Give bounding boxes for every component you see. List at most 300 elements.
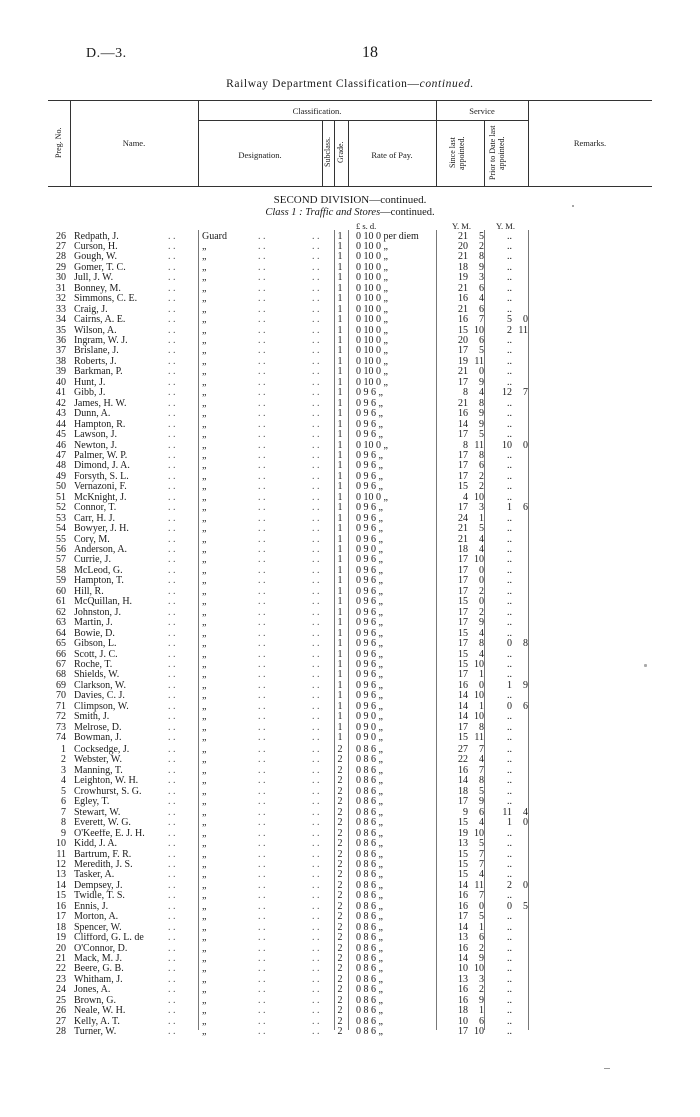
row-prior-years: .. bbox=[507, 230, 512, 242]
row-number: 47 bbox=[56, 449, 66, 461]
document-reference: D.—3. bbox=[86, 46, 127, 61]
table-row bbox=[0, 850, 700, 861]
row-grade: 1 bbox=[337, 272, 343, 284]
row-rate-of-pay: 0 9 6 „ bbox=[356, 658, 383, 670]
row-since-years: 17 bbox=[458, 564, 468, 576]
row-prior-years: .. bbox=[507, 533, 512, 545]
table-row bbox=[0, 818, 700, 829]
row-since-years: 15 bbox=[458, 648, 468, 660]
row-number: 37 bbox=[56, 345, 66, 357]
row-prior-years: .. bbox=[507, 1015, 512, 1027]
leader-dots: . . bbox=[258, 838, 266, 850]
leader-dots: . . bbox=[312, 439, 320, 451]
row-name: Spencer, W. bbox=[74, 922, 122, 933]
leader-dots: . . bbox=[312, 911, 320, 923]
leader-dots: . . bbox=[258, 785, 266, 797]
row-since-years: 18 bbox=[458, 785, 468, 797]
leader-dots: . . bbox=[168, 554, 176, 566]
row-number: 9 bbox=[61, 827, 66, 839]
leader-dots: . . bbox=[258, 272, 266, 284]
row-prior-years: 0 bbox=[507, 638, 512, 650]
row-rate-of-pay: 0 9 6 „ bbox=[356, 397, 383, 409]
row-since-months: 5 bbox=[479, 838, 484, 850]
row-designation: „ bbox=[202, 679, 207, 691]
row-prior-months: 4 bbox=[523, 806, 528, 818]
row-name: Hill, R. bbox=[74, 586, 104, 597]
leader-dots: . . bbox=[168, 754, 176, 766]
leader-dots: . . bbox=[312, 303, 320, 315]
row-prior-years: .. bbox=[507, 345, 512, 357]
leader-dots: . . bbox=[312, 627, 320, 639]
leader-dots: . . bbox=[258, 848, 266, 860]
leader-dots: . . bbox=[168, 973, 176, 985]
leader-dots: . . bbox=[312, 240, 320, 252]
row-name: Gibb, J. bbox=[74, 388, 106, 399]
row-number: 30 bbox=[56, 272, 66, 284]
leader-dots: . . bbox=[258, 1005, 266, 1017]
row-designation: „ bbox=[202, 564, 207, 576]
row-since-months: 6 bbox=[479, 335, 484, 346]
row-since-years: 17 bbox=[458, 470, 468, 482]
class-prefix: Class 1 : bbox=[265, 207, 303, 218]
row-prior-years: .. bbox=[507, 366, 512, 378]
table-row bbox=[0, 263, 700, 274]
leader-dots: . . bbox=[258, 932, 266, 944]
table-row bbox=[0, 420, 700, 431]
row-number: 57 bbox=[56, 554, 66, 566]
leader-dots: . . bbox=[312, 648, 320, 660]
row-prior-months: 0 bbox=[523, 439, 528, 451]
row-name: Newton, J. bbox=[74, 440, 118, 451]
leader-dots: . . bbox=[258, 921, 266, 933]
division-title: SECOND DIVISION—continued. bbox=[273, 194, 427, 206]
row-name: Barkman, P. bbox=[74, 367, 123, 378]
table-row bbox=[0, 535, 700, 546]
row-since-months: 11 bbox=[474, 355, 484, 367]
row-name: Carr, H. J. bbox=[74, 513, 115, 524]
row-designation: „ bbox=[202, 585, 207, 597]
row-rate-of-pay: 0 9 6 „ bbox=[356, 564, 383, 576]
row-grade: 2 bbox=[337, 817, 343, 829]
row-designation: „ bbox=[202, 775, 207, 787]
leader-dots: . . bbox=[168, 721, 176, 733]
leader-dots: . . bbox=[258, 449, 266, 461]
row-grade: 2 bbox=[337, 879, 343, 891]
leader-dots: . . bbox=[312, 638, 320, 650]
row-since-months: 2 bbox=[479, 481, 484, 493]
leader-dots: . . bbox=[258, 345, 266, 357]
row-designation: „ bbox=[202, 606, 207, 618]
leader-dots: . . bbox=[168, 921, 176, 933]
row-since-months: 8 bbox=[479, 397, 484, 409]
leader-dots: . . bbox=[258, 460, 266, 472]
leader-dots: . . bbox=[168, 397, 176, 409]
row-designation: „ bbox=[202, 817, 207, 829]
row-since-years: 15 bbox=[458, 596, 468, 608]
row-grade: 1 bbox=[337, 700, 343, 712]
row-prior-years: .. bbox=[507, 554, 512, 566]
table-row bbox=[0, 555, 700, 566]
leader-dots: . . bbox=[312, 261, 320, 273]
row-number: 27 bbox=[56, 240, 66, 252]
table-row bbox=[0, 545, 700, 556]
row-designation: „ bbox=[202, 732, 207, 744]
table-row bbox=[0, 839, 700, 850]
row-prior-years: .. bbox=[507, 617, 512, 629]
row-designation: „ bbox=[202, 575, 207, 587]
row-prior-years: .. bbox=[507, 523, 512, 535]
row-prior-months: 0 bbox=[523, 817, 528, 829]
row-grade: 1 bbox=[337, 638, 343, 650]
leader-dots: . . bbox=[312, 512, 320, 524]
row-designation: „ bbox=[202, 251, 207, 263]
row-prior-years: 2 bbox=[507, 879, 512, 891]
row-name: Kelly, A. T. bbox=[74, 1016, 120, 1027]
row-name: Clifford, G. L. de bbox=[74, 933, 144, 944]
leader-dots: . . bbox=[168, 408, 176, 420]
row-grade: 2 bbox=[337, 900, 343, 912]
leader-dots: . . bbox=[258, 858, 266, 870]
row-since-months: 8 bbox=[479, 775, 484, 787]
row-since-months: 7 bbox=[479, 314, 484, 326]
row-since-months: 9 bbox=[479, 408, 484, 420]
row-prior-months: 9 bbox=[523, 679, 528, 691]
row-since-years: 17 bbox=[458, 617, 468, 629]
print-speck bbox=[644, 664, 647, 667]
row-designation: „ bbox=[202, 617, 207, 629]
row-rate-of-pay: 0 9 6 „ bbox=[356, 669, 383, 681]
row-name: Tasker, A. bbox=[74, 870, 115, 881]
row-prior-years: 10 bbox=[502, 439, 512, 451]
row-number: 70 bbox=[56, 690, 66, 702]
row-grade: 1 bbox=[337, 606, 343, 618]
row-prior-years: .. bbox=[507, 470, 512, 482]
row-since-years: 14 bbox=[458, 700, 468, 712]
row-prior-years: 12 bbox=[502, 387, 512, 399]
row-name: Beere, G. B. bbox=[74, 964, 124, 975]
row-since-months: 1 bbox=[479, 1005, 484, 1017]
row-prior-years: .. bbox=[507, 418, 512, 430]
row-name: Cocksedge, J. bbox=[74, 745, 130, 755]
row-designation: „ bbox=[202, 700, 207, 712]
row-name: Stewart, W. bbox=[74, 807, 121, 818]
leader-dots: . . bbox=[312, 679, 320, 691]
row-since-years: 24 bbox=[458, 512, 468, 524]
row-prior-years: .. bbox=[507, 449, 512, 461]
leader-dots: . . bbox=[312, 744, 320, 755]
leader-dots: . . bbox=[168, 900, 176, 912]
row-since-months: 2 bbox=[479, 606, 484, 618]
row-name: Johnston, J. bbox=[74, 607, 121, 618]
leader-dots: . . bbox=[168, 282, 176, 294]
row-designation: „ bbox=[202, 408, 207, 420]
row-name: Gibson, L. bbox=[74, 639, 117, 650]
row-name: Curson, H. bbox=[74, 241, 118, 252]
table-row bbox=[0, 733, 700, 744]
col-divider bbox=[334, 120, 335, 186]
row-prior-months: 0 bbox=[523, 879, 528, 891]
leader-dots: . . bbox=[312, 690, 320, 702]
row-rate-of-pay: 0 8 6 „ bbox=[356, 994, 383, 1006]
row-since-years: 14 bbox=[458, 418, 468, 430]
row-grade: 2 bbox=[337, 911, 343, 923]
row-rate-of-pay: 0 10 0 „ bbox=[356, 303, 388, 315]
leader-dots: . . bbox=[312, 721, 320, 733]
leader-dots: . . bbox=[312, 953, 320, 964]
table-row bbox=[0, 745, 700, 756]
table-row bbox=[0, 881, 700, 892]
row-since-months: 0 bbox=[479, 366, 484, 378]
row-number: 33 bbox=[56, 303, 66, 315]
row-grade: 1 bbox=[337, 502, 343, 514]
row-name: Connor, T. bbox=[74, 503, 117, 514]
leader-dots: . . bbox=[312, 879, 320, 891]
row-since-years: 17 bbox=[458, 669, 468, 681]
table-row bbox=[0, 923, 700, 934]
leader-dots: . . bbox=[312, 1005, 320, 1017]
leader-dots: . . bbox=[168, 355, 176, 367]
row-designation: „ bbox=[202, 796, 207, 808]
row-number: 13 bbox=[56, 869, 66, 881]
row-rate-of-pay: 0 10 0 „ bbox=[356, 272, 388, 284]
leader-dots: . . bbox=[312, 817, 320, 829]
table-row bbox=[0, 273, 700, 284]
leader-dots: . . bbox=[312, 806, 320, 818]
row-prior-years: .. bbox=[507, 848, 512, 860]
leader-dots: . . bbox=[258, 754, 266, 766]
row-designation: „ bbox=[202, 481, 207, 493]
leader-dots: . . bbox=[312, 429, 320, 441]
row-rate-of-pay: 0 10 0 „ bbox=[356, 293, 388, 305]
header-since-last: Since last appointed. bbox=[448, 136, 466, 170]
row-designation: „ bbox=[202, 806, 207, 818]
leader-dots: . . bbox=[312, 533, 320, 545]
leader-dots: . . bbox=[168, 564, 176, 576]
row-designation: „ bbox=[202, 848, 207, 860]
leader-dots: . . bbox=[258, 366, 266, 378]
leader-dots: . . bbox=[312, 544, 320, 555]
header-reg-no: Preg. No. bbox=[54, 127, 63, 159]
row-since-months: 10 bbox=[474, 491, 484, 503]
leader-dots: . . bbox=[168, 942, 176, 954]
row-rate-of-pay: 0 8 6 „ bbox=[356, 817, 383, 829]
row-name: McLeod, G. bbox=[74, 565, 123, 576]
row-designation: „ bbox=[202, 345, 207, 357]
row-prior-years: .. bbox=[507, 585, 512, 597]
leader-dots: . . bbox=[312, 376, 320, 388]
leader-dots: . . bbox=[258, 973, 266, 985]
row-prior-years: .. bbox=[507, 869, 512, 881]
row-name: Craig, J. bbox=[74, 304, 108, 315]
leader-dots: . . bbox=[258, 690, 266, 702]
leader-dots: . . bbox=[258, 261, 266, 273]
row-since-years: 17 bbox=[458, 449, 468, 461]
leader-dots: . . bbox=[168, 533, 176, 545]
header-grade: Grade. bbox=[336, 141, 345, 163]
table-row bbox=[0, 357, 700, 368]
row-rate-of-pay: 0 9 6 „ bbox=[356, 449, 383, 461]
row-designation: „ bbox=[202, 355, 207, 367]
row-name: Melrose, D. bbox=[74, 722, 122, 733]
table-row bbox=[0, 618, 700, 629]
row-number: 53 bbox=[56, 512, 66, 524]
row-since-months: 10 bbox=[474, 690, 484, 702]
header-rate-of-pay: Rate of Pay. bbox=[371, 150, 413, 160]
row-name: Vernazoni, F. bbox=[74, 482, 127, 493]
row-prior-years: .. bbox=[507, 827, 512, 839]
row-grade: 1 bbox=[337, 732, 343, 744]
row-grade: 1 bbox=[337, 387, 343, 399]
row-rate-of-pay: 0 9 6 „ bbox=[356, 554, 383, 566]
row-since-months: 6 bbox=[479, 460, 484, 472]
row-rate-of-pay: 0 10 0 „ bbox=[356, 261, 388, 273]
leader-dots: . . bbox=[168, 690, 176, 702]
leader-dots: . . bbox=[312, 345, 320, 357]
leader-dots: . . bbox=[258, 617, 266, 629]
row-since-months: 9 bbox=[479, 617, 484, 629]
row-number: 28 bbox=[56, 1026, 66, 1038]
row-grade: 1 bbox=[337, 408, 343, 420]
table-row bbox=[0, 336, 700, 347]
row-grade: 2 bbox=[337, 1005, 343, 1017]
row-designation: „ bbox=[202, 900, 207, 912]
leader-dots: . . bbox=[312, 1026, 320, 1038]
row-since-years: 21 bbox=[458, 230, 468, 242]
row-prior-years: .. bbox=[507, 397, 512, 409]
row-since-years: 21 bbox=[458, 523, 468, 535]
table-row bbox=[0, 566, 700, 577]
row-since-months: 9 bbox=[479, 994, 484, 1006]
row-number: 8 bbox=[61, 817, 66, 829]
table-row bbox=[0, 723, 700, 734]
leader-dots: . . bbox=[168, 366, 176, 378]
leader-dots: . . bbox=[168, 314, 176, 326]
table-row bbox=[0, 944, 700, 955]
row-number: 12 bbox=[56, 858, 66, 870]
row-number: 51 bbox=[56, 491, 66, 503]
table-row bbox=[0, 587, 700, 598]
row-designation: „ bbox=[202, 838, 207, 850]
row-since-months: 4 bbox=[479, 754, 484, 766]
row-rate-of-pay: 0 8 6 „ bbox=[356, 764, 383, 776]
row-since-months: 10 bbox=[474, 554, 484, 566]
leader-dots: . . bbox=[312, 764, 320, 776]
row-since-months: 0 bbox=[479, 575, 484, 587]
row-rate-of-pay: 0 8 6 „ bbox=[356, 838, 383, 850]
row-grade: 2 bbox=[337, 764, 343, 776]
row-since-months: 0 bbox=[479, 596, 484, 608]
table-row bbox=[0, 597, 700, 608]
leader-dots: . . bbox=[312, 869, 320, 881]
row-name: Hampton, R. bbox=[74, 419, 126, 430]
table-row bbox=[0, 660, 700, 671]
row-designation: „ bbox=[202, 627, 207, 639]
row-designation: „ bbox=[202, 366, 207, 378]
running-title-suffix: continued. bbox=[419, 78, 474, 90]
prior-units: Y. M. bbox=[496, 221, 515, 231]
row-rate-of-pay: 0 10 0 „ bbox=[356, 324, 388, 336]
row-since-years: 21 bbox=[458, 533, 468, 545]
row-name: Anderson, A. bbox=[74, 545, 128, 555]
table-row bbox=[0, 232, 700, 243]
row-prior-years: .. bbox=[507, 994, 512, 1006]
row-number: 43 bbox=[56, 408, 66, 420]
row-since-months: 1 bbox=[479, 700, 484, 712]
leader-dots: . . bbox=[312, 585, 320, 597]
row-name: Hampton, T. bbox=[74, 576, 124, 587]
row-rate-of-pay: 0 9 6 „ bbox=[356, 585, 383, 597]
leader-dots: . . bbox=[258, 744, 266, 755]
row-rate-of-pay: 0 8 6 „ bbox=[356, 827, 383, 839]
leader-dots: . . bbox=[258, 251, 266, 263]
row-grade: 2 bbox=[337, 963, 343, 975]
table-row bbox=[0, 702, 700, 713]
row-since-years: 14 bbox=[458, 690, 468, 702]
row-designation: „ bbox=[202, 638, 207, 650]
row-rate-of-pay: 0 8 6 „ bbox=[356, 1015, 383, 1027]
leader-dots: . . bbox=[258, 658, 266, 670]
row-number: 34 bbox=[56, 314, 66, 326]
leader-dots: . . bbox=[312, 282, 320, 294]
row-designation: „ bbox=[202, 869, 207, 881]
row-name: Cory, M. bbox=[74, 534, 110, 545]
leader-dots: . . bbox=[258, 700, 266, 712]
row-prior-years: .. bbox=[507, 512, 512, 524]
row-since-years: 20 bbox=[458, 335, 468, 346]
header-prior-to-date: Prior to Date last appointed. bbox=[488, 125, 506, 181]
row-designation: „ bbox=[202, 460, 207, 472]
leader-dots: . . bbox=[258, 335, 266, 346]
row-since-months: 7 bbox=[479, 858, 484, 870]
row-since-years: 4 bbox=[463, 491, 468, 503]
leader-dots: . . bbox=[258, 648, 266, 660]
row-since-years: 21 bbox=[458, 251, 468, 263]
row-designation: „ bbox=[202, 1026, 207, 1038]
row-rate-of-pay: 0 8 6 „ bbox=[356, 775, 383, 787]
row-rate-of-pay: 0 8 6 „ bbox=[356, 911, 383, 923]
row-grade: 1 bbox=[337, 303, 343, 315]
row-prior-years: .. bbox=[507, 921, 512, 933]
row-grade: 2 bbox=[337, 838, 343, 850]
row-prior-years: .. bbox=[507, 890, 512, 902]
leader-dots: . . bbox=[258, 585, 266, 597]
row-designation: „ bbox=[202, 523, 207, 535]
leader-dots: . . bbox=[168, 764, 176, 776]
row-number: 22 bbox=[56, 963, 66, 975]
row-number: 10 bbox=[56, 838, 66, 850]
running-title bbox=[0, 78, 700, 90]
row-since-months: 6 bbox=[479, 806, 484, 818]
row-grade: 2 bbox=[337, 1026, 343, 1038]
row-name: Kidd, J. A. bbox=[74, 839, 118, 850]
row-rate-of-pay: 0 9 6 „ bbox=[356, 679, 383, 691]
row-since-years: 14 bbox=[458, 879, 468, 891]
row-prior-years: .. bbox=[507, 355, 512, 367]
row-number: 61 bbox=[56, 596, 66, 608]
row-name: Turner, W. bbox=[74, 1027, 117, 1038]
row-number: 74 bbox=[56, 732, 66, 744]
row-prior-months: 5 bbox=[523, 900, 528, 912]
row-name: Bowie, D. bbox=[74, 628, 115, 639]
table-row bbox=[0, 315, 700, 326]
row-since-years: 16 bbox=[458, 408, 468, 420]
leader-dots: . . bbox=[258, 230, 266, 242]
table-row bbox=[0, 870, 700, 881]
row-designation: „ bbox=[202, 973, 207, 985]
row-since-years: 16 bbox=[458, 984, 468, 996]
row-grade: 1 bbox=[337, 324, 343, 336]
row-grade: 1 bbox=[337, 397, 343, 409]
